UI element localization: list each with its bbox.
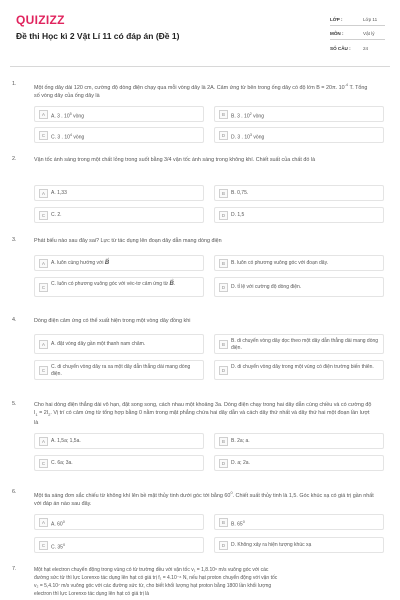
question-text: Vận tốc ánh sáng trong một chất lỏng trong suốt bằng 3/4 vận tốc ánh sáng trong không khí. Chiết suất của chất đó là <box>34 157 316 163</box>
option-text: B. di chuyển vòng dây dọc theo một dây dẫn thẳng dài mang dòng điện. <box>231 338 379 351</box>
question-number: 6. <box>12 489 17 495</box>
question-text: Một hạt electron chuyển động trong vùng có từ trường đều với vận tốc v₁ = 1,8.10⁶ m/s vuông góc với các đường sức từ thì lực Lorenxo tác dụng lên hạt có giá trị f₁ = 4.10⁻⁶ N, nếu hạt proton chuyển động với vận tốc v₂ = 5,4.10⁷ m/s vuông góc với các đường sức từ, cho biết khối lượng hạt proton bằng 1800 lần khối lượng electron thì lực Lorenxo tác dụng lên hạt có giá trị là <box>34 567 278 597</box>
option-letter: C <box>39 131 48 140</box>
option-b[interactable] <box>214 185 384 201</box>
option-text: C. di chuyển vòng dây ra xa một dây dẫn thẳng dài mang dòng điện. <box>51 364 191 377</box>
option-letter: C <box>39 366 48 375</box>
option-letter: D <box>219 541 228 550</box>
option-d[interactable] <box>214 207 384 223</box>
option-text: C. luôn có phương vuông góc với véc-tơ cảm ứng từ → B. <box>51 281 199 288</box>
option-letter: A <box>39 110 48 119</box>
option-text: A. đặt vòng dây gần một thanh nam châm. <box>51 341 146 347</box>
count-label: SỐ CÂU : <box>330 46 351 51</box>
option-letter: B <box>219 518 228 527</box>
class-meta <box>330 17 387 22</box>
option-c[interactable] <box>34 127 204 143</box>
option-b[interactable] <box>214 255 384 271</box>
option-letter: C <box>39 541 48 550</box>
option-letter: C <box>39 211 48 220</box>
option-letter: D <box>219 283 228 292</box>
question-text: Dòng điện cảm ứng có thể xuất hiện trong một vòng dây đồng khi <box>34 318 191 324</box>
question-text: Cho hai dòng điện thẳng dài vô hạn, đặt song song, cách nhau một khoảng 3a. Dòng điện chạy trong hai dây dẫn cùng chiều và có cường độ $I_1 = 2I_2$. Vị trí có cảm ứng từ tổng hợp bằng 0 nằm trong mặt phẳng chứa hai dây dẫn và cách dây thứ nhất và dây thứ hai một đoạn lần lượt là <box>34 402 372 427</box>
header <box>0 0 400 62</box>
option-letter: A <box>39 189 48 198</box>
option-letter: B <box>219 340 228 349</box>
option-a[interactable] <box>34 255 204 271</box>
question-number: 7. <box>12 566 17 572</box>
option-a[interactable] <box>34 334 204 354</box>
option-d[interactable] <box>214 455 384 471</box>
option-a[interactable] <box>34 106 204 122</box>
question-text: Phát biểu nào sau đây sai? Lực từ tác dụng lên đoạn dây dẫn mang dòng điện <box>34 238 222 244</box>
option-c[interactable] <box>34 277 204 297</box>
question-number: 5. <box>12 401 17 407</box>
option-d[interactable] <box>214 537 384 553</box>
question-number: 2. <box>12 156 17 162</box>
subject-value: Vật lý <box>363 31 375 36</box>
option-d[interactable] <box>214 127 384 143</box>
option-text: D. 3 . $10^3$ vòng <box>231 133 265 141</box>
option-text: C. 2. <box>51 212 62 218</box>
option-a[interactable] <box>34 433 204 449</box>
class-label: LỚP : <box>330 17 343 22</box>
option-d[interactable] <box>214 360 384 380</box>
question-number: 1. <box>12 81 17 87</box>
meta-divider <box>330 39 385 40</box>
option-c[interactable] <box>34 455 204 471</box>
option-letter: A <box>39 259 48 268</box>
option-text: A. 1,33 <box>51 190 67 196</box>
option-letter: B <box>219 189 228 198</box>
page-title: Đề thi Học kì 2 Vật Lí 11 có đáp án (Đề 1) <box>16 31 180 41</box>
option-letter: C <box>39 283 48 292</box>
subject-meta <box>330 31 387 36</box>
option-text: B. $65^0$ <box>231 520 245 528</box>
question-number: 4. <box>12 317 17 323</box>
option-letter: A <box>39 340 48 349</box>
option-b[interactable] <box>214 106 384 122</box>
option-a[interactable] <box>34 514 204 530</box>
option-b[interactable] <box>214 334 384 354</box>
question-text: Một tia sáng đơn sắc chiếu từ không khí lên bề mặt thủy tinh dưới góc tới bằng $60^0$. Chiết suất thủy tinh là 1,5. Góc khúc xạ có giá trị gần nhất với đáp án nào sau đây. <box>34 491 374 507</box>
option-b[interactable] <box>214 514 384 530</box>
count-value: 24 <box>363 46 369 51</box>
option-text: D. a; 2a. <box>231 460 250 466</box>
option-text: D. di chuyển vòng dây trong một vùng có điện trường biến thiên. <box>231 364 374 370</box>
quizizz-logo[interactable]: QUIZIZZ <box>16 13 65 27</box>
option-letter: D <box>219 366 228 375</box>
option-text: A. 3 . $10^5$ vòng <box>51 112 84 120</box>
option-letter: A <box>39 518 48 527</box>
option-text: C. 6a; 3a. <box>51 460 73 466</box>
subject-label: MÔN : <box>330 31 344 36</box>
option-c[interactable] <box>34 537 204 553</box>
option-text: A. luôn cùng hướng với → B <box>51 260 199 267</box>
option-text: A. $60^0$ <box>51 520 65 528</box>
option-c[interactable] <box>34 207 204 223</box>
header-divider <box>10 66 390 67</box>
question-text: Một ống dây dài 120 cm, cường độ dòng điện chạy qua mỗi vòng dây là 2A. Cảm ứng từ bên trong ống dây có độ lớn B = 20π. $10^{-4}$ T. Tổng số vòng dây của ống dây là <box>34 83 368 99</box>
option-text: C. 3 . $10^4$ vòng <box>51 133 85 141</box>
vector-b-symbol: → B <box>170 281 174 287</box>
option-letter: D <box>219 211 228 220</box>
option-letter: B <box>219 437 228 446</box>
option-a[interactable] <box>34 185 204 201</box>
option-text: D. Không xảy ra hiện tượng khúc xạ <box>231 542 312 548</box>
option-text: B. 3 . $10^2$ vòng <box>231 112 264 120</box>
option-text: B. 2a; a. <box>231 438 250 444</box>
option-text: D. 1,5 <box>231 212 245 218</box>
option-letter: B <box>219 110 228 119</box>
option-letter: B <box>219 259 228 268</box>
option-text: B. 0,75. <box>231 190 249 196</box>
option-text: B. luôn có phương vuông góc với đoạn dây. <box>231 260 329 266</box>
count-meta <box>330 46 387 51</box>
option-text: A. 1,5a; 1,5a. <box>51 438 81 444</box>
option-b[interactable] <box>214 433 384 449</box>
question-number: 3. <box>12 237 17 243</box>
option-letter: C <box>39 459 48 468</box>
vector-b-symbol: → B <box>105 260 109 266</box>
option-letter: A <box>39 437 48 446</box>
option-letter: D <box>219 459 228 468</box>
option-text: D. tỉ lệ với cường độ dòng điện. <box>231 284 302 290</box>
option-c[interactable] <box>34 360 204 380</box>
option-text: C. $35^0$ <box>51 543 66 551</box>
meta-divider <box>330 25 385 26</box>
option-d[interactable] <box>214 277 384 297</box>
option-letter: D <box>219 131 228 140</box>
class-value: Lớp 11 <box>363 17 378 22</box>
